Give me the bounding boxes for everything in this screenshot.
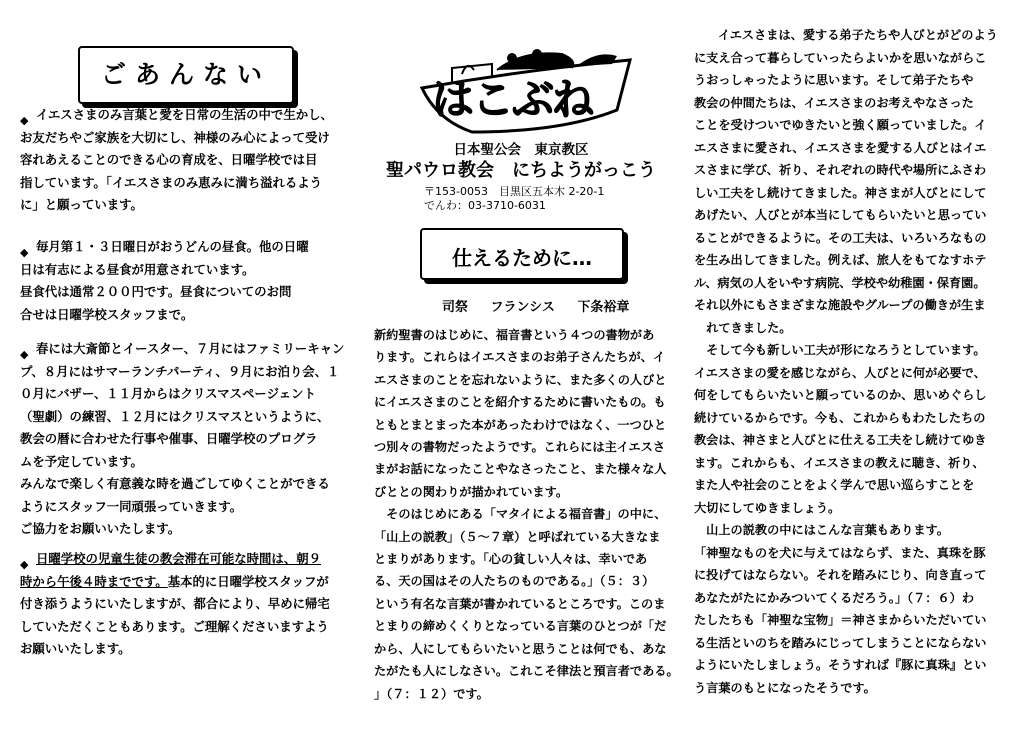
address: 〒153-0053 目黒区五本木 2-20-1 [424, 185, 605, 198]
line: しい工夫をし続けてきました。神さまが人びとにして [694, 185, 987, 200]
line: ０月にバザー、１１月からはクリスマスページェント [20, 386, 316, 401]
line: ます。これからも、イエスさまの教えに聴き、祈り、 [694, 455, 985, 470]
line: ともとまとまった本があったわけではなく、一つひと [374, 417, 667, 432]
line: スさまに学び、祈り、それぞれの時代や場所にふさわ [694, 163, 987, 177]
line: ご協力をお願いいたします。 [20, 521, 181, 536]
line: エスさまのことを忘れないように、また多くの人びと [374, 372, 667, 387]
line: に」と願っています。 [20, 197, 143, 212]
line: に投げてはならない。それを踏みにじり、向き直って [694, 568, 987, 582]
line: 指しています。「イエスさまのみ恵みに満ち溢れるよう [20, 174, 323, 190]
line: とまりの締めくくりとなっている言葉のひとつが「だ [374, 619, 667, 634]
line: にイエスさまのことを紹介するために書いたもの。も [374, 395, 666, 410]
line: イエスさまは、愛する弟子たちや人びとがどのよう [718, 28, 998, 42]
line: イエスさまのみ言葉と愛を日常の生活の中で生かし、 [36, 107, 333, 122]
line: 「神聖なものを犬に与えてはならず、また、真珠を豚 [694, 545, 986, 560]
line: うおっしゃったように思います。そして弟子たちや [694, 73, 974, 87]
line: る、天の国はその人たちのものである。」（５：３） [374, 574, 655, 589]
diamond-bullet-icon: ◆ [20, 558, 29, 571]
line: 教会は、神さまと人びとに仕える工夫をし続けてゆき [694, 433, 987, 447]
line: る生活といのちを踏みにじってしまうことにならない [694, 635, 987, 650]
line: ムを予定しています。 [20, 453, 143, 469]
line: 「山上の説教」（５～７章）と呼ばれている大きなま [374, 529, 661, 544]
line: 容れあえることのできる心の育成を、日曜学校では目 [20, 152, 318, 167]
line: お願いいたします。 [20, 641, 131, 656]
article-body-1 [374, 324, 680, 705]
line: そのはじめにある「マタイによる福音書」の中に、 [374, 507, 667, 522]
diamond-bullet-icon: ◆ [20, 246, 29, 259]
line: たがたも人にしなさい。これこそ律法と預言者である。 [374, 664, 679, 679]
line: 新約聖書のはじめに、福音書という４つの書物があ [374, 328, 655, 342]
line: お友だちやご家族を大切にし、神様のみ心によって受け [20, 129, 330, 145]
line: を生み出してきました。例えば、旅人をもてなすホテ [694, 253, 987, 267]
diocese-name: 日本聖公会 東京教区 [453, 142, 589, 158]
article-title: 仕えるために… [420, 228, 624, 280]
line: 大切にしてゆきましょう。 [694, 500, 841, 515]
line: 合せは日曜学校スタッフまで。 [20, 306, 194, 322]
church-name: 聖パウロ教会 にちようがっこう [386, 160, 656, 181]
line: 毎月第１・３日曜日がおうどんの昼食。他の日曜 [36, 239, 309, 254]
line: 付き添うようにいたしますが、都合により、早めに帰宅 [20, 596, 330, 611]
line: （聖劇）の練習、１２月にはクリスマスというように、 [20, 408, 330, 424]
line: 昼食代は通常２００円です。昼食についてのお問 [20, 284, 292, 299]
line: たしたちも「神聖な宝物」＝神さまからいただいてい [694, 613, 987, 627]
diamond-bullet-icon: ◆ [20, 114, 29, 127]
line: ようにスタッフ一同頑張っていきます。 [20, 498, 243, 514]
line: から、人にしてもらいたいと思うことは何でも、あな [374, 641, 667, 656]
line: 続けているからです。今も、これからもわたしたちの [694, 410, 986, 425]
guide-paragraph-1 [20, 104, 350, 217]
line: つ別々の書物だったようです。これらには主イエスさ [374, 440, 666, 455]
line: また人や社会のことをよく学んで思い巡らすことを [694, 478, 975, 492]
guide-paragraph-4 [20, 548, 350, 661]
line: あなたがたにかみついてくるだろう。」（７：６）わ [694, 590, 975, 605]
line: う言葉のもとになったそうです。 [694, 680, 876, 695]
line: 基本的に日曜学校スタッフが [167, 573, 329, 589]
line: ことを受けついでゆきたいと強く願っていました。イ [694, 118, 987, 132]
line: 教会の暦に合わせた行事や催事、日曜学校のプログラ [20, 431, 318, 446]
line: それ以外にもさまざまな施設やグループの働きが生ま [694, 298, 986, 312]
line: 時から午後４時までです。 [20, 573, 168, 589]
line: ようにいたしましょう。そうすれば『豚に真珠』とい [694, 658, 987, 672]
line: まがお話になったことやなさったこと、また様々な人 [374, 462, 667, 477]
guide-paragraph-3 [20, 338, 350, 541]
line: 」（７：１２）です。 [374, 686, 489, 701]
line: 山上の説教の中にはこんな言葉もあります。 [694, 523, 949, 537]
line: 日は有志による昼食が用意されています。 [20, 261, 255, 277]
author-christian-name: フランシス [490, 300, 555, 315]
line: ります。これらはイエスさまのお弟子さんたちが、イ [374, 350, 666, 365]
line: ル、病気の人をいやす病院、学校や幼稚園・保育園。 [694, 275, 986, 290]
line: 日曜学校の児童生徒の教会滞在可能な時間は、朝９ [36, 551, 321, 566]
article-body-2 [694, 24, 1019, 699]
line: ることができるように。その工夫は、いろいろなもの [694, 230, 987, 245]
line: 何をしてもらいたいと願っているのか、思いめぐらし [694, 388, 987, 402]
guide-title: ごあんない [78, 46, 294, 104]
diamond-bullet-icon: ◆ [20, 348, 29, 361]
line: あげたい、人びとが本当にしてもらいたいと思ってい [694, 208, 987, 222]
logo-text: はこぶね [432, 75, 593, 124]
line: に支え合って暮らしていったらよいかを思いながらこ [694, 50, 987, 65]
line: そして今も新しい工夫が形になろうとしています。 [694, 343, 986, 357]
line: れてきました。 [694, 320, 792, 335]
guide-paragraph-2 [20, 236, 350, 326]
line: していただくこともあります。ご理解くださいますよう [20, 618, 329, 634]
line: びととの関わりが描かれています。 [374, 484, 569, 499]
phone-number: でんわ：03-3710-6031 [424, 199, 546, 212]
author-role: 司祭 [442, 300, 469, 315]
line: という有名な言葉が書かれているところです。このま [374, 596, 666, 611]
author-line [442, 296, 647, 315]
line: イエスさまの愛を感じながら、人びとに何が必要で、 [694, 365, 986, 380]
line: 春には大斎節とイースター、７月にはファミリーキャン [36, 341, 345, 356]
line: みんなで楽しく有意義な時を過ごしてゆくことができる [20, 476, 330, 491]
line: エスさまに愛され、イエスさまを愛する人びとはイエ [694, 140, 987, 155]
author-name: 下条裕章 [577, 300, 630, 315]
line: とまりがあります。「心の貧しい人々は、幸いであ [374, 552, 648, 567]
line: 教会の仲間たちは、イエスさまのお考えやなさった [694, 95, 974, 110]
line: プ、８月にはサマーランチパーティ、９月にお泊り会、１ [20, 363, 340, 379]
